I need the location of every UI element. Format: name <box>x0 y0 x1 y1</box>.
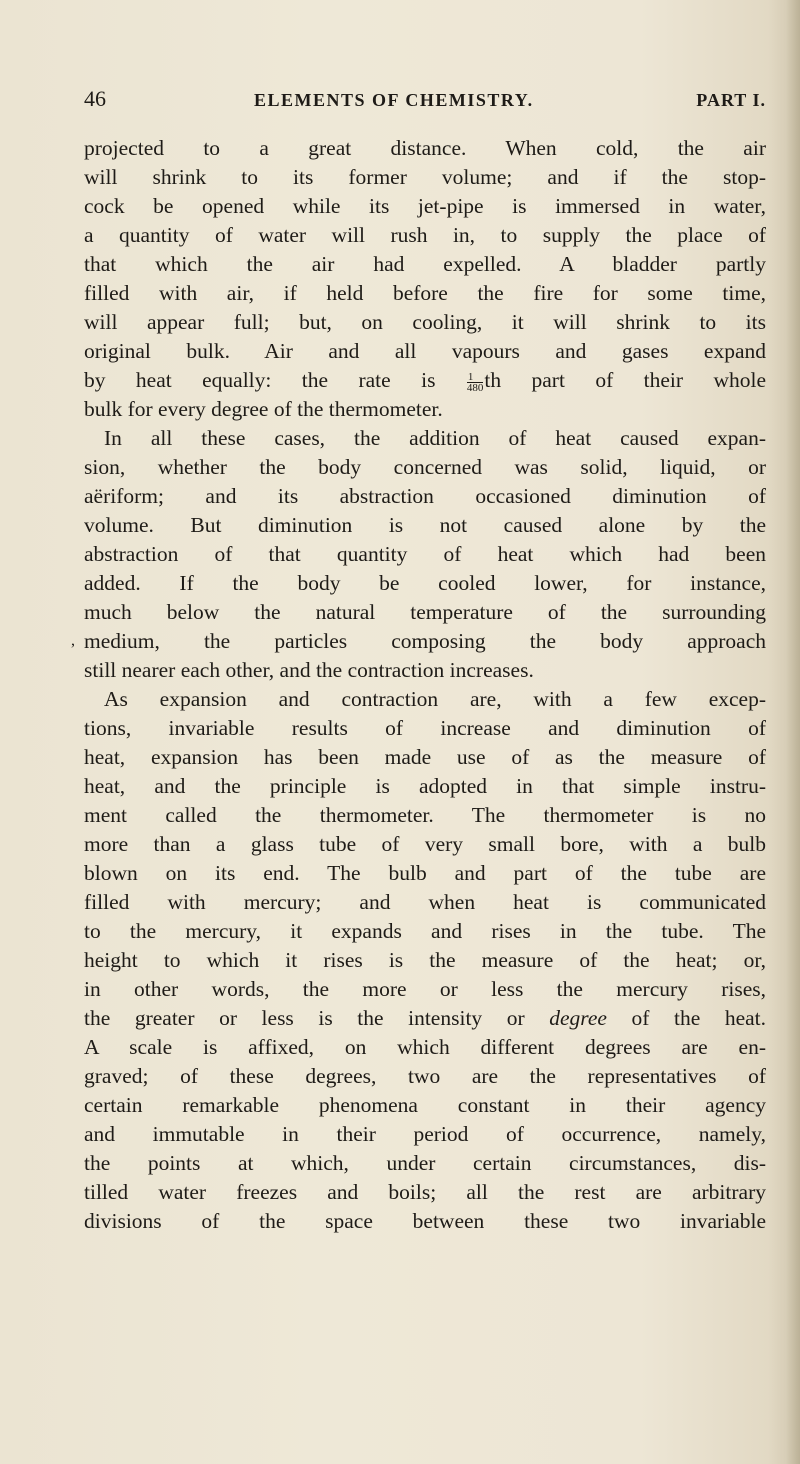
fraction-denominator: 480 <box>466 381 484 394</box>
italic-term: degree <box>549 1006 607 1030</box>
text-line: ment called the thermometer. The thermometer is no <box>84 803 766 827</box>
text-line-with-italic <box>84 1004 766 1033</box>
text-line: and immutable in their period of occurrence, namely, <box>84 1122 766 1146</box>
text-line: still nearer each other, and the contraction increases. <box>84 658 534 682</box>
text-line: projected to a great distance. When cold, the air <box>84 136 766 160</box>
fraction-numerator: 1 <box>467 372 484 383</box>
text-line: aëriform; and its abstraction occasioned diminution of <box>84 484 766 508</box>
text-line: to the mercury, it expands and rises in the tube. The <box>84 919 766 943</box>
page-edge-shadow <box>786 0 800 1464</box>
text-line: more than a glass tube of very small bore, with a bulb <box>84 832 766 856</box>
text-line: the points at which, under certain circumstances, dis- <box>84 1151 766 1175</box>
text-line: bulk for every degree of the thermometer. <box>84 397 443 421</box>
text-line: filled with mercury; and when heat is communicated <box>84 890 766 914</box>
text-line: blown on its end. The bulb and part of the tube are <box>84 861 766 885</box>
text-line: much below the natural temperature of the surrounding <box>84 600 766 624</box>
text-segment: of the heat. <box>631 1006 766 1030</box>
text-line: heat, expansion has been made use of as the measure of <box>84 745 766 769</box>
fraction-suffix: th <box>484 368 502 392</box>
text-line: sion, whether the body concerned was solid, liquid, or <box>84 455 766 479</box>
text-line: certain remarkable phenomena constant in their agency <box>84 1093 766 1117</box>
page-header <box>84 86 766 114</box>
text-segment: by heat equally: the rate is <box>84 368 436 392</box>
part-label: PART I. <box>696 90 766 110</box>
text-line: will appear full; but, on cooling, it will shrink to its <box>84 310 766 334</box>
text-line: graved; of these degrees, two are the representatives of <box>84 1064 766 1088</box>
text-segment: part of their whole <box>531 368 766 392</box>
text-line: height to which it rises is the measure of the heat; or, <box>84 948 766 972</box>
fraction <box>467 372 484 393</box>
text-line: abstraction of that quantity of heat which had been <box>84 542 766 566</box>
text-segment: the greater or less is the intensity or <box>84 1006 525 1030</box>
text-line: filled with air, if held before the fire for some time, <box>84 281 766 305</box>
text-line: in other words, the more or less the mercury rises, <box>84 977 766 1001</box>
text-line: will shrink to its former volume; and if the stop- <box>84 165 766 189</box>
text-line: medium, the particles composing the body approach <box>84 629 766 653</box>
text-line: volume. But diminution is not caused alone by the <box>84 513 766 537</box>
text-line: tions, invariable results of increase and diminution of <box>84 716 766 740</box>
text-line: that which the air had expelled. A bladder partly <box>84 252 766 276</box>
text-line: a quantity of water will rush in, to supply the place of <box>84 223 766 247</box>
text-line: original bulk. Air and all vapours and gases expand <box>84 339 766 363</box>
margin-mark: , <box>71 632 75 649</box>
page-number: 46 <box>84 86 106 111</box>
body-text <box>84 134 766 1236</box>
text-line: In all these cases, the addition of heat caused expan- <box>104 426 766 450</box>
text-line: divisions of the space between these two invariable <box>84 1209 766 1233</box>
text-line: cock be opened while its jet-pipe is immersed in water, <box>84 194 766 218</box>
text-line: heat, and the principle is adopted in that simple instru- <box>84 774 766 798</box>
text-line: tilled water freezes and boils; all the rest are arbitrary <box>84 1180 766 1204</box>
text-line-with-fraction <box>84 366 766 395</box>
running-title: ELEMENTS OF CHEMISTRY. <box>254 90 534 110</box>
text-line: added. If the body be cooled lower, for instance, <box>84 571 766 595</box>
text-line: A scale is affixed, on which different degrees are en- <box>84 1035 766 1059</box>
text-line: As expansion and contraction are, with a few excep- <box>104 687 766 711</box>
